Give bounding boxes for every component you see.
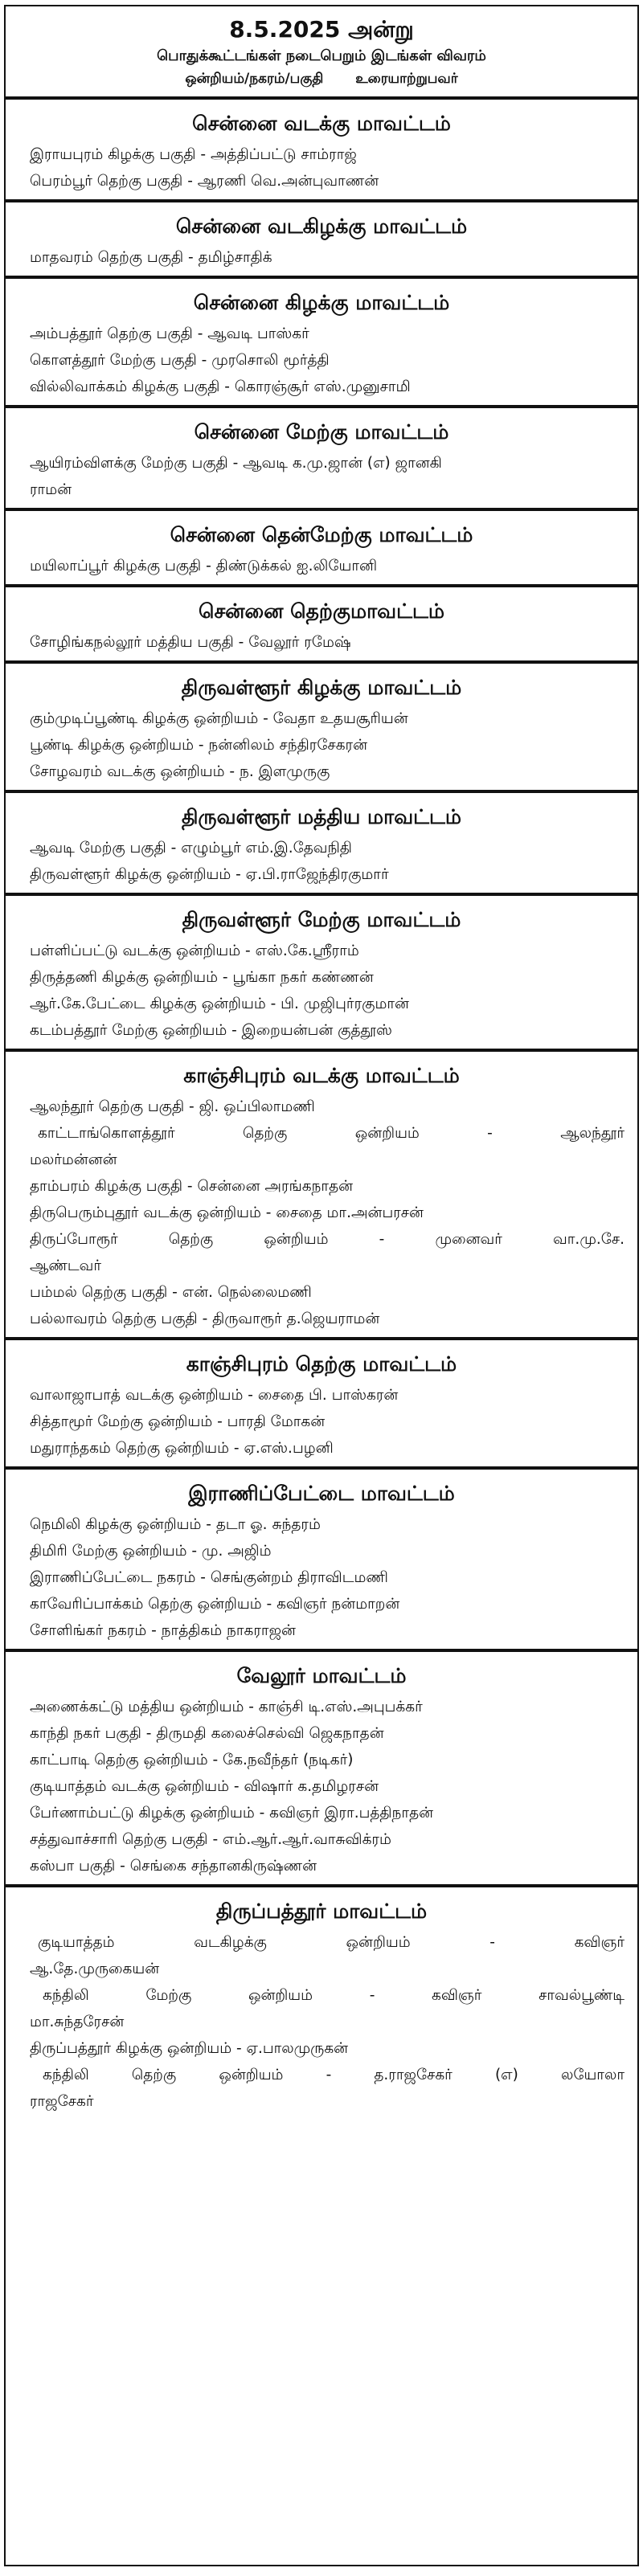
speaker-line: காவேரிப்பாக்கம் தெற்கு ஒன்றியம் - கவிஞர் நன்மாறன்: [30, 1596, 400, 1613]
speaker-line: பேர்ணாம்பட்டு கிழக்கு ஒன்றியம் - கவிஞர் இரா.பத்திநாதன்: [30, 1805, 434, 1822]
district-section: [6, 1470, 637, 1652]
district-heading: சென்னை வடக்கு மாவட்டம்: [192, 112, 451, 135]
speaker-line: ராஜசேகர்: [30, 2093, 94, 2110]
speaker-line: சோழவரம் வடக்கு ஒன்றியம் - ந. இளமுருகு: [30, 763, 330, 780]
district-heading: திருப்பத்தூர் மாவட்டம்: [215, 1899, 428, 1923]
page-subtitle: பொதுக்கூட்டங்கள் நடைபெறும் இடங்கள் விவரம்: [157, 47, 486, 64]
page-header: [6, 6, 637, 100]
district-heading: சென்னை தெற்குமாவட்டம்: [199, 599, 444, 623]
speaker-line: திருத்தணி கிழக்கு ஒன்றியம் - பூங்கா நகர் கண்ணன்: [30, 969, 374, 986]
speaker-line: காந்தி நகர் பகுதி - திருமதி கலைச்செல்வி ஜெகநாதன்: [30, 1725, 384, 1742]
speaker-line: மலர்மன்னன்: [30, 1151, 117, 1168]
speaker-line: கந்திலி மேற்கு ஒன்றியம் - கவிஞர் சாவல்பூண்டி: [43, 1987, 625, 2004]
speaker-line: சித்தாமூர் மேற்கு ஒன்றியம் - பாரதி மோகன்: [30, 1413, 326, 1430]
district-heading: இராணிப்பேட்டை மாவட்டம்: [188, 1482, 455, 1505]
district-heading: திருவள்ளூர் கிழக்கு மாவட்டம்: [181, 676, 462, 699]
speaker-line: வாலாஜாபாத் வடக்கு ஒன்றியம் - சைதை பி. பாஸ்கரன்: [30, 1387, 399, 1404]
speaker-line: ராமன்: [30, 481, 72, 498]
speaker-line: காட்பாடி தெற்கு ஒன்றியம் - கே.நவீந்தர் (நடிகர்): [30, 1752, 354, 1768]
district-section: [6, 202, 637, 279]
speaker-line: பெரம்பூர் தெற்கு பகுதி - ஆரணி வெ.அன்புவாணன்: [30, 173, 379, 190]
speaker-line: சத்துவாச்சாரி தெற்கு பகுதி - எம்.ஆர்.ஆர்.வாசுவிக்ரம்: [30, 1831, 391, 1848]
district-heading: சென்னை வடகிழக்கு மாவட்டம்: [175, 215, 468, 238]
district-section: [6, 1052, 637, 1340]
announcement-page: [4, 5, 639, 2566]
speaker-line: ஆ.தே.முருகையன்: [30, 1961, 160, 1977]
speaker-line: காட்டாங்கொளத்தூர் தெற்கு ஒன்றியம் - ஆலந்தூர்: [38, 1125, 625, 1142]
speaker-line: ஆயிரம்விளக்கு மேற்கு பகுதி - ஆவடி க.மு.ஜான் (எ) ஜானகி: [30, 455, 442, 472]
district-heading: சென்னை கிழக்கு மாவட்டம்: [193, 291, 450, 314]
district-section: [6, 587, 637, 664]
speaker-line: பம்மல் தெற்கு பகுதி - என். நெல்லைமணி: [30, 1284, 312, 1301]
district-heading: சென்னை தென்மேற்கு மாவட்டம்: [170, 523, 473, 546]
district-section: [6, 1652, 637, 1887]
speaker-line: கந்திலி தெற்கு ஒன்றியம் - த.ராஜசேகர் (எ) லயோலா: [43, 2067, 625, 2083]
district-heading: சென்னை மேற்கு மாவட்டம்: [194, 420, 449, 444]
speaker-line: நெமிலி கிழக்கு ஒன்றியம் - தடா ஓ. சுந்தரம்: [30, 1516, 321, 1533]
district-section: [6, 1887, 637, 2120]
speaker-line: திருபெரும்புதூர் வடக்கு ஒன்றியம் - சைதை மா.அன்பரசன்: [30, 1204, 424, 1221]
district-heading: திருவள்ளூர் மத்திய மாவட்டம்: [181, 805, 462, 828]
speaker-line: அணைக்கட்டு மத்திய ஒன்றியம் - காஞ்சி டி.எஸ்.அபுபக்கர்: [30, 1699, 423, 1715]
district-section: [6, 896, 637, 1052]
speaker-line: கஸ்பா பகுதி - செங்கை சந்தானகிருஷ்ணன்: [30, 1858, 317, 1875]
speaker-line: சோழிங்கநல்லூர் மத்திய பகுதி - வேலூர் ரமேஷ்: [30, 634, 351, 651]
speaker-line: இராணிப்பேட்டை நகரம் - செங்குன்றம் திராவிடமணி: [30, 1569, 388, 1586]
speaker-line: கடம்பத்தூர் மேற்கு ஒன்றியம் - இறையன்பன் குத்தூஸ்: [30, 1022, 392, 1039]
speaker-line: திருவள்ளூர் கிழக்கு ஒன்றியம் - ஏ.பி.ராஜேந்திரகுமார்: [30, 866, 389, 883]
speaker-line: மாதவரம் தெற்கு பகுதி - தமிழ்சாதிக்: [30, 249, 272, 266]
district-section: [6, 279, 637, 408]
district-heading: திருவள்ளூர் மேற்கு மாவட்டம்: [182, 908, 461, 931]
district-heading: வேலூர் மாவட்டம்: [236, 1664, 407, 1687]
speaker-line: பூண்டி கிழக்கு ஒன்றியம் - நன்னிலம் சந்திரசேகரன்: [30, 737, 368, 754]
district-section: [6, 100, 637, 202]
speaker-line: தாம்பரம் கிழக்கு பகுதி - சென்னை அரங்கநாதன்: [30, 1178, 354, 1195]
speaker-line: ஆண்டவர்: [30, 1257, 102, 1274]
column-headings: [14, 67, 629, 90]
speaker-line: திருப்போரூர் தெற்கு ஒன்றியம் - முனைவர் வா.மு.சே.: [30, 1231, 625, 1248]
speaker-line: சோளிங்கர் நகரம் - நாத்திகம் நாகராஜன்: [30, 1622, 296, 1639]
speaker-line: இராயபுரம் கிழக்கு பகுதி - அத்திப்பட்டு சாம்ராஜ்: [30, 146, 357, 163]
district-section: [6, 793, 637, 896]
speaker-line: கும்முடிப்பூண்டி கிழக்கு ஒன்றியம் - வேதா உதயசூரியன்: [30, 710, 408, 727]
speaker-line: மயிலாப்பூர் கிழக்கு பகுதி - திண்டுக்கல் ஐ.லியோனி: [30, 558, 378, 574]
district-section: [6, 1340, 637, 1470]
speaker-line: வில்லிவாக்கம் கிழக்கு பகுதி - கொரஞ்சூர் எஸ்.முனுசாமி: [30, 378, 411, 395]
district-section: [6, 511, 637, 587]
speaker-line: ஆலந்தூர் தெற்கு பகுதி - ஜி. ஒப்பிலாமணி: [30, 1098, 315, 1115]
speaker-line: குடியாத்தம் வடக்கு ஒன்றியம் - விஷார் க.தமிழரசன்: [30, 1778, 379, 1795]
speaker-line: மா.சுந்தரேசன்: [30, 2014, 125, 2030]
column-heading-area: ஒன்றியம்/நகரம்/பகுதி: [185, 71, 324, 87]
district-list: [6, 100, 637, 2120]
speaker-line: குடியாத்தம் வடகிழக்கு ஒன்றியம் - கவிஞர்: [38, 1934, 625, 1951]
speaker-line: பல்லாவரம் தெற்கு பகுதி - திருவாரூர் த.ஜெயராமன்: [30, 1310, 380, 1327]
district-section: [6, 664, 637, 793]
speaker-line: மதுராந்தகம் தெற்கு ஒன்றியம் - ஏ.எஸ்.பழனி: [30, 1440, 334, 1457]
district-heading: காஞ்சிபுரம் தெற்கு மாவட்டம்: [186, 1352, 457, 1376]
event-date: 8.5.2025 அன்று: [229, 16, 414, 43]
speaker-line: கொளத்தூர் மேற்கு பகுதி - முரசொலி மூர்த்தி: [30, 352, 330, 369]
speaker-line: அம்பத்தூர் தெற்கு பகுதி - ஆவடி பாஸ்கர்: [30, 325, 309, 342]
speaker-line: பள்ளிப்பட்டு வடக்கு ஒன்றியம் - எஸ்.கே.ஸ்ரீராம்: [30, 942, 359, 959]
column-heading-speaker: உரையாற்றுபவர்: [355, 71, 458, 87]
speaker-line: திருப்பத்தூர் கிழக்கு ஒன்றியம் - ஏ.பாலமுருகன்: [30, 2040, 349, 2057]
district-section: [6, 408, 637, 511]
speaker-line: ஆவடி மேற்கு பகுதி - எழும்பூர் எம்.இ.தேவநிதி: [30, 840, 352, 857]
district-heading: காஞ்சிபுரம் வடக்கு மாவட்டம்: [183, 1064, 460, 1087]
speaker-line: திமிரி மேற்கு ஒன்றியம் - மு. அஜிம்: [30, 1543, 272, 1560]
speaker-line: ஆர்.கே.பேட்டை கிழக்கு ஒன்றியம் - பி. முஜிபுர்ரகுமான்: [30, 996, 409, 1012]
